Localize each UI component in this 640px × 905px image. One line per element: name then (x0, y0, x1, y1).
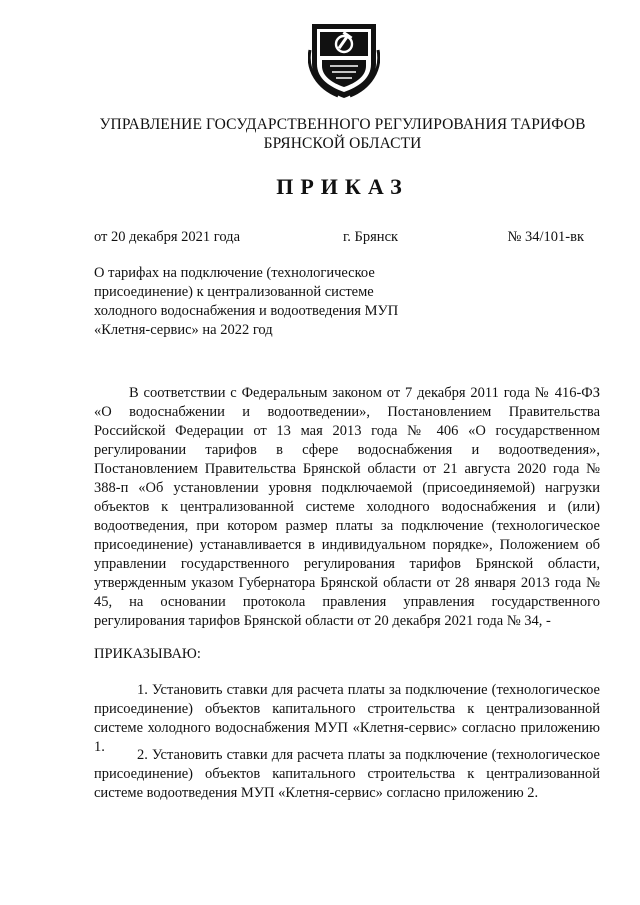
organization-line-2: БРЯНСКОЙ ОБЛАСТИ (263, 135, 422, 152)
order-word: ПРИКАЗЫВАЮ: (94, 646, 201, 662)
organization-line-1: УПРАВЛЕНИЕ ГОСУДАРСТВЕННОГО РЕГУЛИРОВАНИЯ ТАРИФОВ (99, 116, 586, 133)
order-item-1: 1. Установить ставки для расчета платы за подключение (технологическое присоединение) объектов капитального строительства к централизованной системе холодного водоснабжения МУП «Клетня-сервис» согласно приложению 1. (94, 682, 600, 755)
order-number: № 34/101-вк (507, 229, 584, 245)
document-title: ПРИКАЗ (276, 174, 409, 199)
preamble-paragraph: В соответствии с Федеральным законом от 7 декабря 2011 года № 416-ФЗ «О водоснабжении и водоотведении», Постановлением Правительства Российской Федерации от 13 мая 2013 года № 406 «О государственном регулировании тарифов в сфере водоснабжения и водоотведения», Постановлением Правительства Брянской области от 21 августа 2020 года № 388-п «Об установлении уровня подключаемой (присоединяемой) нагрузки объектов к централизованной системе холодного водоснабжения и (или) водоотведения, при котором размер платы за подключение (технологическое присоединение) устанавливается в индивидуальном порядке», Положением об управлении государственного регулирования тарифов Брянской области, утвержденным указом Губернатора Брянской области от 28 января 2013 года № 45, на основании протокола правления управления государственного регулирования тарифов Брянской области от 20 декабря 2021 года № 34, - (94, 385, 600, 629)
order-item-2: 2. Установить ставки для расчета платы за подключение (технологическое присоединение) объектов капитального строительства к централизованной системе водоотведения МУП «Клетня-сервис» согласно приложению 2. (94, 747, 600, 801)
order-subject: О тарифах на подключение (технологическое присоединение) к централизованной системе холодного водоснабжения и водоотведения МУП «Клетня-сервис» на 2022 год (94, 265, 399, 338)
order-city: г. Брянск (343, 229, 399, 245)
order-date: от 20 декабря 2021 года (94, 229, 240, 245)
coat-of-arms-icon (308, 20, 380, 100)
organization-name (80, 115, 605, 153)
